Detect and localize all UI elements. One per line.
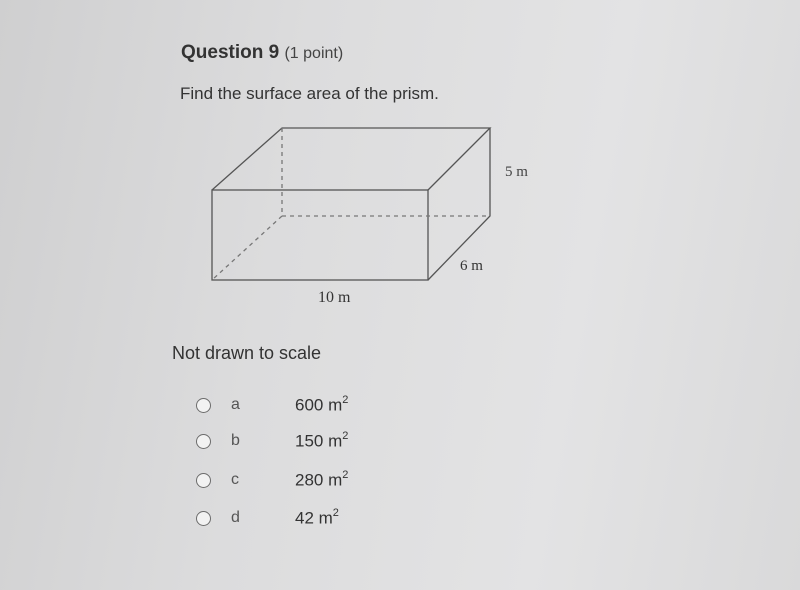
height-label: 5 m <box>505 164 528 180</box>
option-letter: a <box>231 396 240 413</box>
prism-hidden-edges <box>212 128 490 280</box>
prism-front-face <box>212 190 428 280</box>
radio-circle-icon[interactable] <box>196 398 211 413</box>
answer-option-c[interactable] <box>196 467 416 493</box>
question-points: (1 point) <box>284 45 344 62</box>
option-letter: d <box>231 509 240 526</box>
question-number: Question 9 <box>181 42 280 63</box>
scale-note: Not drawn to scale <box>172 343 322 363</box>
question-header <box>181 42 343 64</box>
option-value: 150 $m^2$ <box>295 429 349 451</box>
answer-option-b[interactable] <box>196 428 416 454</box>
radio-circle-icon[interactable] <box>196 473 211 488</box>
prism-top-face <box>212 128 490 190</box>
option-value: 280 $m^2$ <box>295 468 349 490</box>
option-value: 42 $m^2$ <box>295 506 339 528</box>
radio-circle-icon[interactable] <box>196 434 211 449</box>
answer-option-a[interactable] <box>196 392 416 418</box>
depth-label: 6 m <box>460 258 483 274</box>
prism-figure <box>200 118 560 318</box>
option-letter: c <box>231 471 239 488</box>
option-letter: b <box>231 432 240 449</box>
width-label: 10 m <box>318 289 351 306</box>
radio-circle-icon[interactable] <box>196 511 211 526</box>
question-prompt: Find the surface area of the prism. <box>180 84 439 103</box>
answer-option-d[interactable] <box>196 505 416 531</box>
option-value: 600 $m^2$ <box>295 393 349 415</box>
